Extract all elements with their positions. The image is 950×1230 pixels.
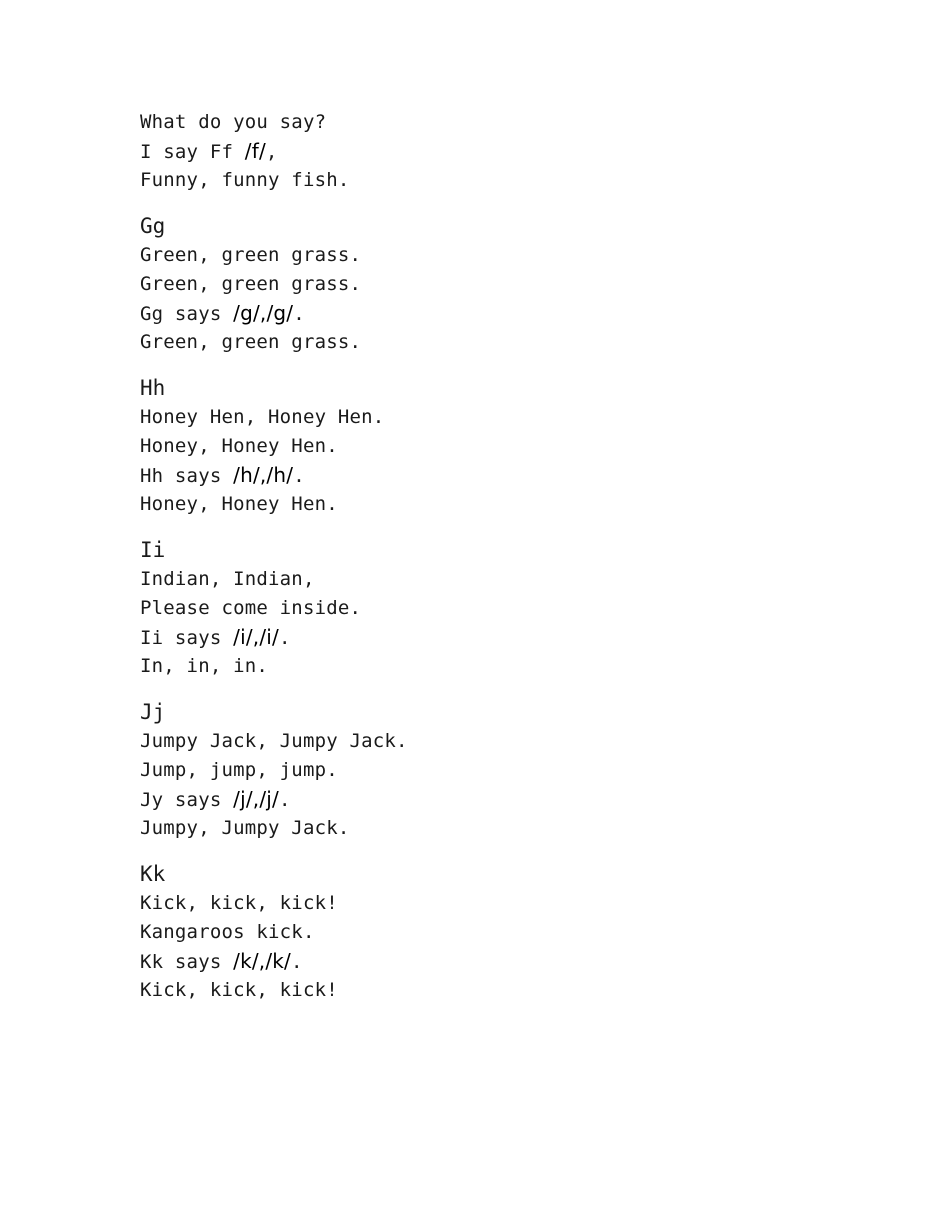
stanza-jj: [140, 697, 840, 843]
stanza-kk: [140, 859, 840, 1005]
stanza-line: Green, green grass.: [140, 331, 362, 353]
says-punct: .: [291, 951, 303, 973]
stanza-says-line: [140, 947, 840, 976]
says-text: Kk says: [140, 951, 234, 973]
phonetic-symbol: /k/,/k/: [233, 949, 291, 973]
phonetic-symbol: /h/,/h/: [233, 463, 294, 487]
stanza-line: Green, green grass.: [140, 273, 362, 295]
stanza-line: Honey, Honey Hen.: [140, 435, 338, 457]
stanza-line: Jump, jump, jump.: [140, 759, 338, 781]
stanza-line: Honey, Honey Hen.: [140, 493, 338, 515]
stanza-line: Honey Hen, Honey Hen.: [140, 406, 385, 428]
intro-line-2-punct: ,: [265, 141, 278, 163]
stanza-line: Kangaroos kick.: [140, 921, 315, 943]
stanza-heading: Ii: [140, 538, 166, 562]
says-text: Ii says: [140, 627, 234, 649]
stanza-heading: Jj: [140, 700, 166, 724]
stanza-hh: [140, 373, 840, 519]
stanza-line: In, in, in.: [140, 655, 269, 677]
phonetic-symbol: /f/: [244, 139, 266, 163]
document-page: [140, 108, 840, 1005]
phonetic-symbol: /i/,/i/: [233, 625, 279, 649]
stanza-says-line: [140, 299, 840, 328]
says-text: Hh says: [140, 465, 234, 487]
stanza-heading: Kk: [140, 862, 166, 886]
says-punct: .: [278, 789, 291, 811]
stanza-says-line: [140, 623, 840, 652]
stanza-line: Green, green grass.: [140, 244, 362, 266]
says-punct: .: [293, 465, 305, 487]
intro-stanza: [140, 108, 840, 195]
stanza-line: Please come inside.: [140, 597, 362, 619]
stanza-says-line: [140, 461, 840, 490]
says-text: Gg says: [140, 303, 234, 325]
stanza-ii: [140, 535, 840, 681]
phonetic-symbol: /g/,/g/: [233, 301, 294, 325]
phonetic-symbol: /j/,/j/: [233, 787, 279, 811]
intro-line-3: Funny, funny fish.: [140, 169, 350, 191]
says-punct: .: [293, 303, 305, 325]
stanza-line: Kick, kick, kick!: [140, 892, 338, 914]
intro-line-2-text: I say Ff: [140, 141, 245, 163]
stanza-heading: Gg: [140, 214, 166, 238]
stanza-line: Kick, kick, kick!: [140, 979, 338, 1001]
stanza-line: Indian, Indian,: [140, 568, 315, 590]
stanza-says-line: [140, 785, 840, 814]
says-punct: .: [278, 627, 291, 649]
stanza-line: Jumpy Jack, Jumpy Jack.: [140, 730, 408, 752]
intro-line-2: [140, 137, 840, 166]
intro-line-1: What do you say?: [140, 111, 327, 133]
says-text: Jy says: [140, 789, 234, 811]
stanza-heading: Hh: [140, 376, 166, 400]
stanza-line: Jumpy, Jumpy Jack.: [140, 817, 350, 839]
stanza-gg: [140, 211, 840, 357]
